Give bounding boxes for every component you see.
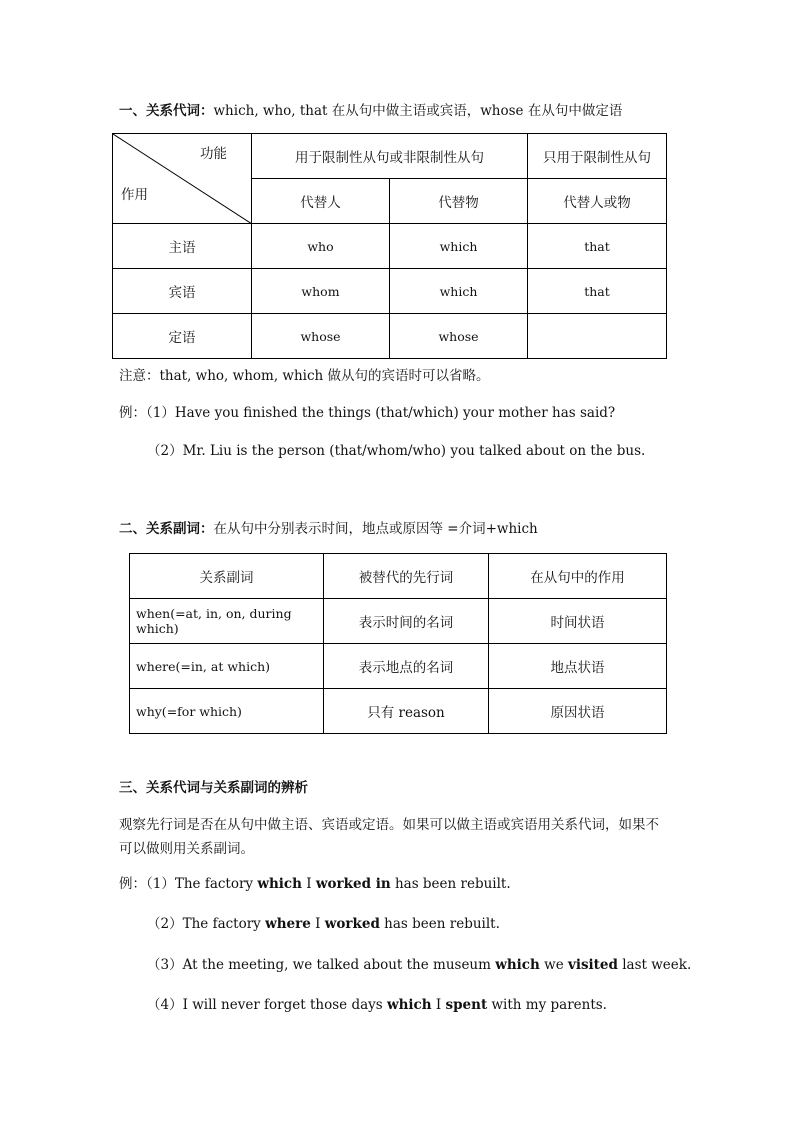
corner-label-function: 功能 [200,146,227,162]
paragraph-line: 可以做则用关系副词。 [119,841,254,857]
example-text: last week. [617,957,692,973]
example-text: The factory [174,876,258,892]
example-line [147,953,691,973]
relative-adverb-table [129,553,667,734]
relative-pronoun-table [112,133,667,359]
example-text: I [431,997,446,1013]
example-number: （4） [147,997,183,1013]
section1-heading [119,99,622,119]
example-bold: worked [324,916,380,932]
row-role: 宾语 [113,269,252,314]
example-bold: visited [567,957,618,973]
header-both-clauses: 用于限制性从句或非限制性从句 [252,134,528,179]
example-bold: where [265,916,311,932]
header-thing: 代替物 [390,179,528,224]
example-bold: which [495,957,540,973]
cell-adverb: where(=in, at which) [130,644,324,689]
cell-adverb: why(=for which) [130,689,324,734]
section3-heading: 三、关系代词与关系副词的辨析 [119,780,308,796]
example-line [119,872,511,892]
section1-heading-text: which, who, that 在从句中做主语或宾语，whose 在从句中做定语 [213,103,623,119]
header-person-or-thing: 代替人或物 [528,179,667,224]
example-text: （1）Have you finished the things (that/which) your mother has said? [146,405,616,421]
section2-heading [119,517,538,537]
example-number: （2） [147,916,183,932]
example-prefix: 例： [119,405,146,421]
table-corner-cell [113,134,252,224]
cell-antecedent: 只有 reason [324,689,489,734]
header-antecedent: 被替代的先行词 [324,554,489,599]
header-person: 代替人 [252,179,390,224]
example-line [119,401,615,421]
corner-label-role: 作用 [121,187,148,203]
table-row [130,644,667,689]
example-text: has been rebuilt. [390,876,511,892]
section2-heading-text: 在从句中分别表示时间，地点或原因等 =介词+which [213,521,538,537]
example-text: I will never forget those days [182,997,387,1013]
cell-antecedent: 表示地点的名词 [324,644,489,689]
example-bold: worked in [315,876,391,892]
diagonal-line [113,134,252,224]
cell-thing: which [390,269,528,314]
cell-function: 地点状语 [489,644,667,689]
note-text: 注意：that, who, whom, which 做从句的宾语时可以省略。 [119,368,490,384]
header-restrictive-only: 只用于限制性从句 [528,134,667,179]
cell-person: who [252,224,390,269]
cell-restrictive [528,314,667,359]
example-text: （2）Mr. Liu is the person (that/whom/who) you talked about on the bus. [147,443,646,459]
example-text: with my parents. [487,997,607,1013]
example-number: （1） [146,876,175,892]
table-row [113,224,667,269]
cell-restrictive: that [528,269,667,314]
section2-heading-label: 二、关系副词： [119,521,214,537]
header-relative-adverb: 关系副词 [130,554,324,599]
cell-person: whom [252,269,390,314]
example-text: I [310,916,325,932]
cell-thing: which [390,224,528,269]
example-text: At the meeting, we talked about the museum [182,957,496,973]
header-function: 在从句中的作用 [489,554,667,599]
example-prefix: 例： [119,876,146,892]
cell-antecedent: 表示时间的名词 [324,599,489,644]
example-bold: spent [445,997,488,1013]
example-line [147,912,500,932]
example-text: has been rebuilt. [379,916,500,932]
cell-thing: whose [390,314,528,359]
table-row [113,314,667,359]
table-row [113,269,667,314]
example-number: （3） [147,957,183,973]
example-line [147,993,607,1013]
cell-person: whose [252,314,390,359]
example-bold: which [386,997,432,1013]
paragraph-line: 观察先行词是否在从句中做主语、宾语或定语。如果可以做主语或宾语用关系代词，如果不 [119,817,659,833]
table-row [130,599,667,644]
cell-adverb: when(=at, in, on, during which) [130,599,324,644]
table-row [130,689,667,734]
row-role: 主语 [113,224,252,269]
cell-function: 原因状语 [489,689,667,734]
cell-function: 时间状语 [489,599,667,644]
example-bold: which [257,876,302,892]
example-text: I [301,876,316,892]
cell-restrictive: that [528,224,667,269]
example-text: we [539,957,568,973]
row-role: 定语 [113,314,252,359]
section1-heading-label: 一、关系代词： [119,103,214,119]
example-text: The factory [182,916,266,932]
